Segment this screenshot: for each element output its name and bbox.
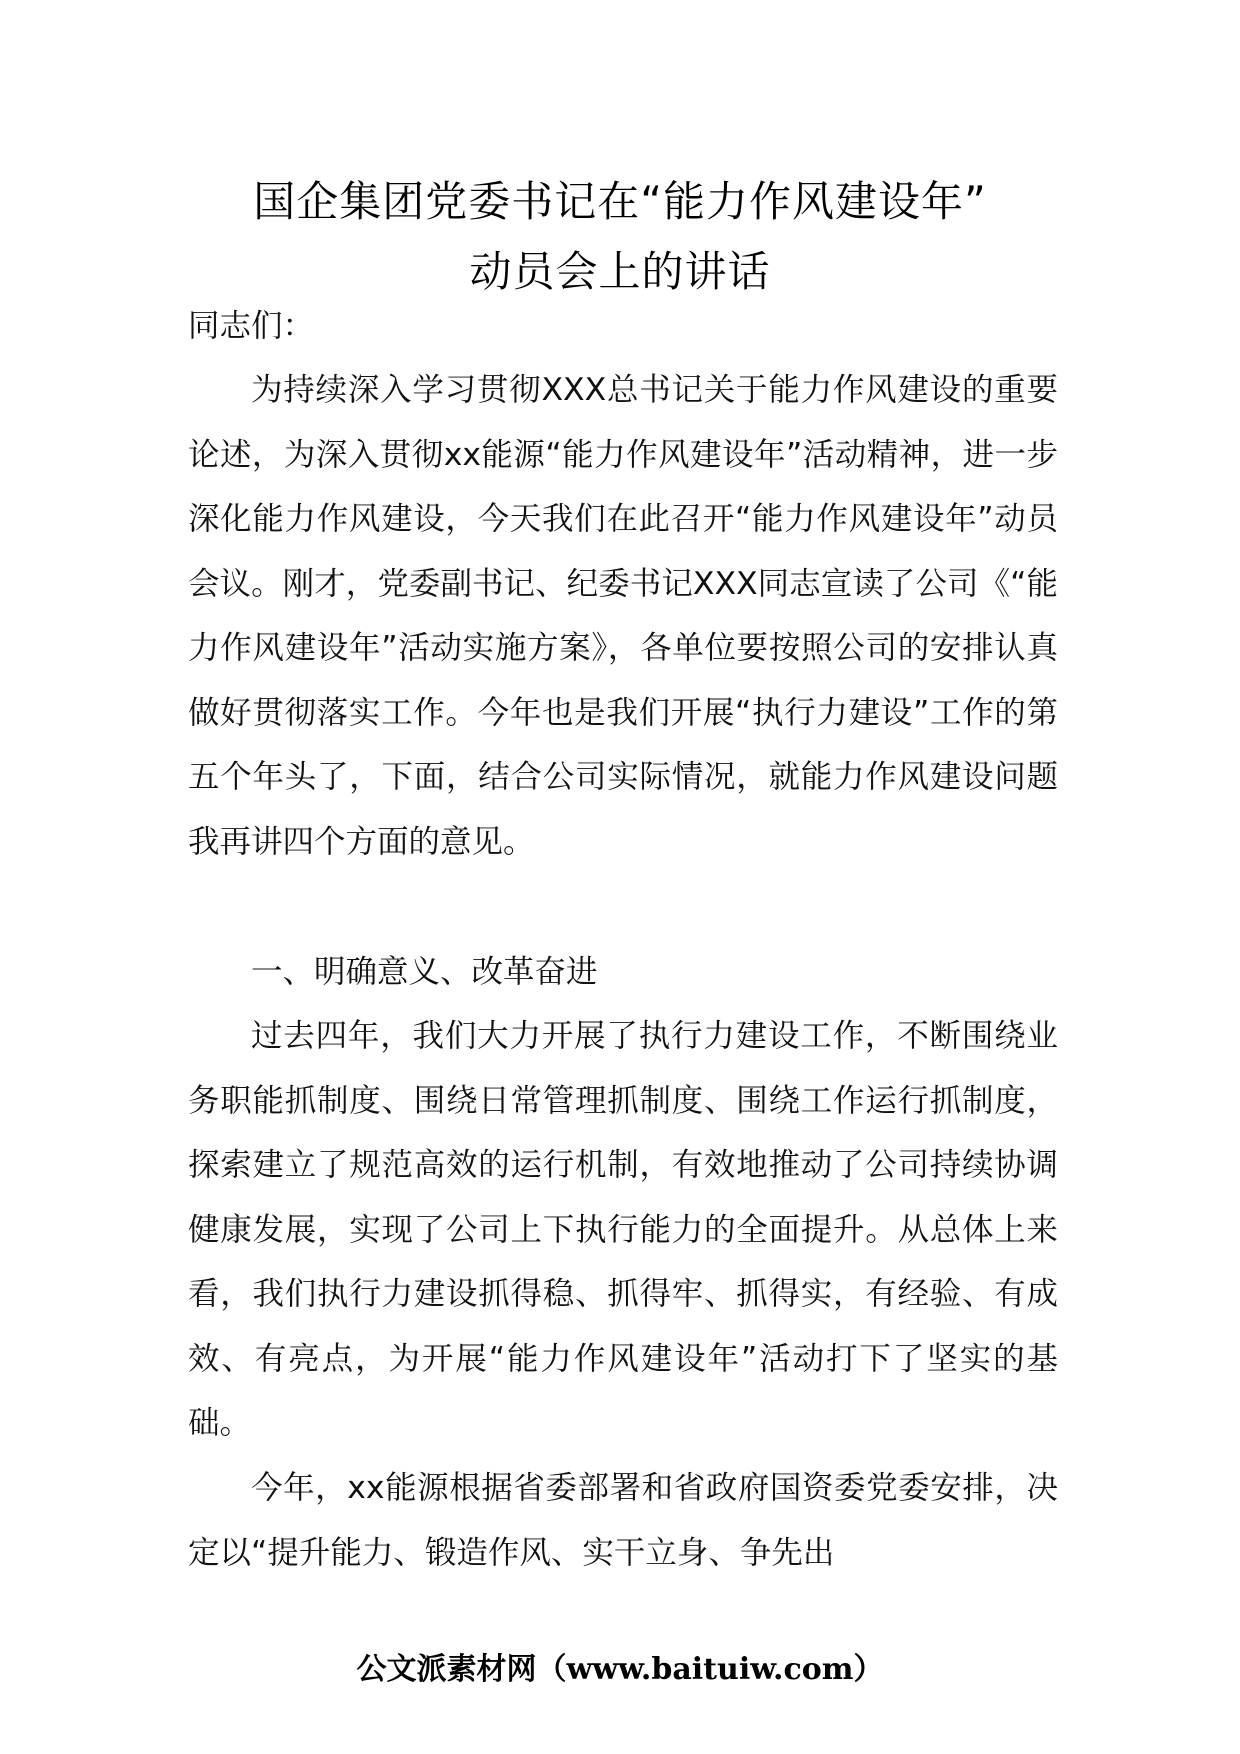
- footer-watermark: 公文派素材网（www.baituiw.com）: [356, 1652, 884, 1687]
- document-title-line-1: 国企集团党委书记在“能力作风建设年”: [253, 177, 987, 226]
- paragraph-intro: 为持续深入学习贯彻XXX总书记关于能力作风建设的重要论述，为深入贯彻xx能源“能力作风建设年”活动精神，进一步深化能力作风建设，今天我们在此召开“能力作风建设年”动员会议。刚才，党委副书记、纪委书记XXX同志宣读了公司《“能力作风建设年”活动实施方案》，各单位要按照公司的安排认真做好贯彻落实工作。今年也是我们开展“执行力建设”工作的第五个年头了，下面，结合公司实际情况，就能力作风建设问题我再讲四个方面的意见。: [188, 372, 1058, 860]
- document-title-line-2: 动员会上的讲话: [469, 247, 771, 296]
- paragraph-this-year: 今年，xx能源根据省委部署和省政府国资委党委安排，决定以“提升能力、锻造作风、实干立身、争先出: [188, 1470, 1058, 1571]
- salutation: 同志们：: [188, 308, 315, 344]
- paragraph-review: 过去四年，我们大力开展了执行力建设工作，不断围绕业务职能抓制度、围绕日常管理抓制度、围绕工作运行抓制度，探索建立了规范高效的运行机制，有效地推动了公司持续协调健康发展，实现了公司上下执行能力的全面提升。从总体上来看，我们执行力建设抓得稳、抓得牢、抓得实，有经验、有成效、有亮点，为开展“能力作风建设年”活动打下了坚实的基础。: [188, 1018, 1058, 1441]
- section-heading-1: 一、明确意义、改革奋进: [251, 954, 598, 990]
